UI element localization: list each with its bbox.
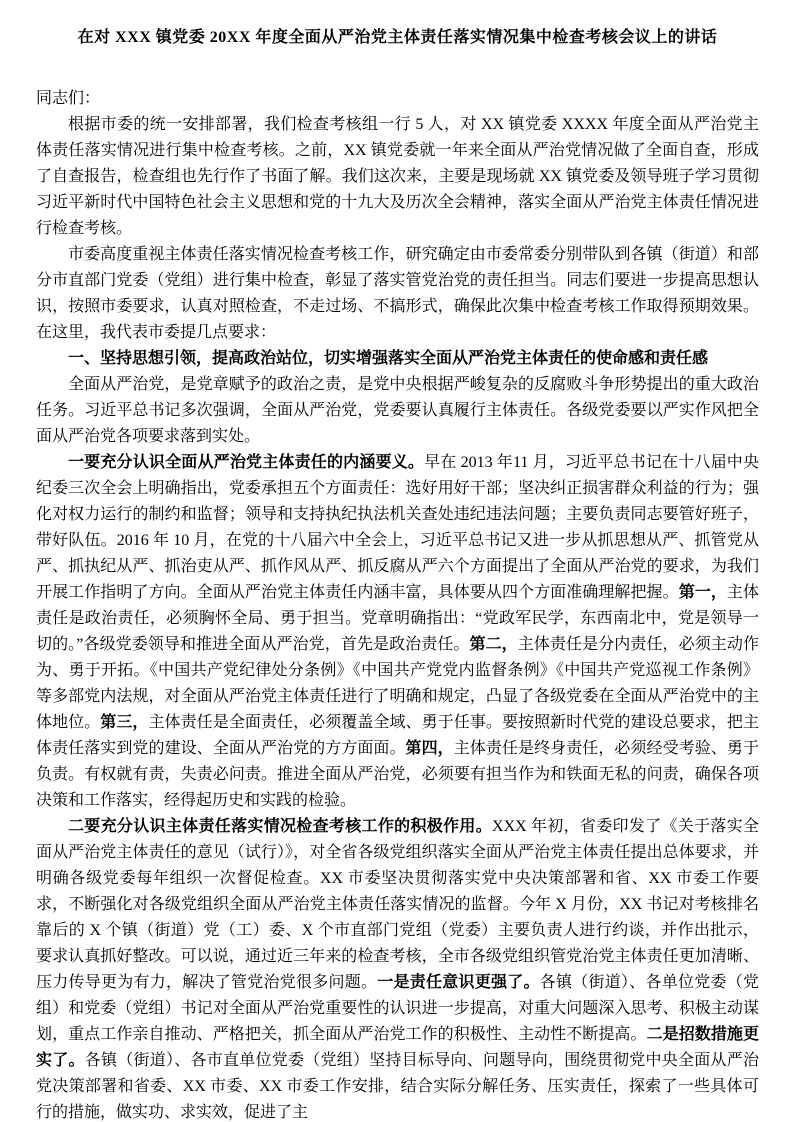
text-run: 各镇（街道）、各单位党委（党组）和党委（党组）书记对全面从严治党重要性的认识进一步提高，对重大问题深入思考、积极主动谋划，重点工作亲自推动、严格把关，抓全面从严治党工作的积极性、主动性不断提高。 [36, 974, 759, 1043]
text-run: 主体责任是全面责任，必须覆盖全域、勇于任事。要按照新时代党的建设总要求，把主体责任落实到党的建设、全面从严治党的方方面面。 [36, 714, 759, 757]
bold-run: 二要充分认识主体责任落实情况检查考核工作的积极作用。 [68, 818, 493, 835]
text-run: 各镇（街道）、各市直单位党委（党组）坚持目标导向、问题导向，围绕贯彻党中央全面从严治党决策部署和省委、XX 市委、XX 市委工作安排，结合实际分解任务、压实责任，探索了一些具体可行的措施，做实功、求实效，促进了主 [36, 1052, 759, 1121]
bold-run: 二是招数措施更实了。 [36, 1026, 759, 1069]
text-run: 市委高度重视主体责任落实情况检查考核工作，研究确定由市委常委分别带队到各镇（街道）和部分市直部门党委（党组）进行集中检查，彰显了落实管党治党的责任担当。同志们要进一步提高思想认识，按照市委要求，认真对照检查，不走过场、不搞形式，确保此次集中检查考核工作取得预期效果。在这里，我代表市委提几点要求： [36, 246, 759, 341]
paragraph-intro [36, 112, 759, 242]
bold-run: 第二， [469, 636, 518, 653]
paragraph-inspection-context [36, 242, 759, 346]
text-run: 早在 2013 年11 月，习近平总书记在十八届中央纪委三次全会上明确指出，党委承担五个方面责任：选好用好干部；坚决纠正损害群众利益的行为；强化对权力运行的制约和监督；领导和支持执纪执法机关查处违纪违法问题；主要负责同志要管好班子，带好队伍。2016 年 10 月，在党的十八届六中全会上，习近平总书记又进一步从抓思想从严、抓管党从严、抓执纪从严、抓治吏从严、抓作风从严、抓反腐从严六个方面提出了全面从严治党的要求，为我们开展工作指明了方向。全面从严治党主体责任内涵丰富，具体要从四个方面准确理解把握。 [36, 454, 759, 601]
section-heading-1 [36, 346, 759, 372]
paragraph-connotation [36, 450, 759, 814]
text-run: 主体责任是分内责任，必须主动作为、勇于开拓。《中国共产党纪律处分条例》《中国共产党党内监督条例》《中国共产党巡视工作条例》等多部党内法规，对全面从严治党主体责任进行了明确和规定，凸显了各级党委在全面从严治党中的主体地位。 [36, 636, 759, 731]
document-body [36, 86, 759, 1122]
text-run: XXX 年初，省委印发了《关于落实全面从严治党主体责任的意见（试行）》，对全省各级党组织落实全面从严治党主体责任提出总体要求，并明确各级党委每年组织一次督促检查。XX 市委坚决贯彻落实党中央决策部署和省、XX 市委工作要求，不断强化对各级党组织全面从严治党主体责任落实情况的监督。今年 X 月份，XX 书记对考核排名靠后的 X 个镇（街道）党（工）委、X 个市直部门党组（党委）主要负责人进行约谈，并作出批示，要求认真抓好整改。可以说，通过近三年来的检查考核，全市各级党组织管党治党主体责任更加清晰、压力传导更为有力，解决了管党治党很多问题。 [36, 818, 759, 991]
bold-run: 一要充分认识全面从严治党主体责任的内涵要义。 [68, 454, 425, 471]
text-run: 全面从严治党，是党章赋予的政治之责，是党中央根据严峻复杂的反腐败斗争形势提出的重大政治任务。习近平总书记多次强调，全面从严治党，党委要认真履行主体责任。各级党委要以严实作风把全面从严治党各项要求落到实处。 [36, 376, 759, 445]
text-run: 主体责任是终身责任，必须经受考验、勇于负责。有权就有责，失责必问责。推进全面从严治党，必须要有担当作为和铁面无私的问责，确保各项决策和工作落实，经得起历史和实践的检验。 [36, 740, 759, 809]
text-run: 同志们： [36, 90, 101, 107]
bold-run: 一是责任意识更强了。 [377, 974, 540, 991]
text-run: 根据市委的统一安排部署，我们检查考核组一行 5 人，对 XX 镇党委 XXXX 年度全面从严治党主体责任落实情况进行集中检查考核。之前，XX 镇党委就一年来全面从严治党情况做了全面自查，形成了自查报告，检查组也先行作了书面了解。我们这次来，主要是现场就 XX 镇党委及领导班子学习贯彻习近平新时代中国特色社会主义思想和党的十九大及历次全会精神，落实全面从严治党主体责任情况进行检查考核。 [36, 116, 759, 237]
bold-run: 第三， [100, 714, 149, 731]
salutation [36, 86, 759, 112]
paragraph-inspection-role [36, 814, 759, 1122]
document-title: 在对 XXX 镇党委 20XX 年度全面从严治党主体责任落实情况集中检查考核会议上的讲话 [77, 29, 718, 46]
paragraph-political-duty [36, 372, 759, 450]
bold-run: 第一， [678, 584, 727, 601]
bold-run: 一、坚持思想引领，提高政治站位，切实增强落实全面从严治党主体责任的使命感和责任感 [68, 350, 709, 367]
bold-run: 第四， [405, 740, 454, 757]
text-run: 主体责任是政治责任，必须胸怀全局、勇于担当。党章明确指出：“党政军民学，东西南北中，党是领导一切的。”各级党委领导和推进全面从严治党，首先是政治责任。 [36, 584, 759, 653]
